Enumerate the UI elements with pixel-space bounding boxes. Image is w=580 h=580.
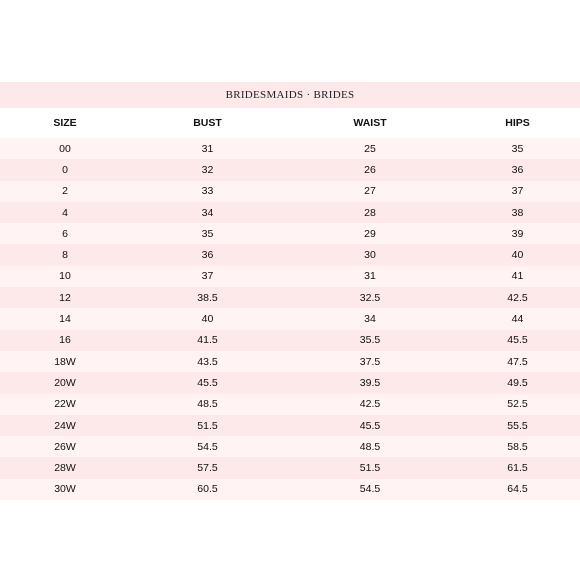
cell-waist: 51.5 bbox=[359, 462, 381, 475]
table-row bbox=[0, 308, 580, 329]
cell-hips: 37 bbox=[511, 185, 524, 198]
cell-size: 20W bbox=[54, 376, 76, 389]
header-size: SIZE bbox=[53, 117, 77, 129]
cell-size: 24W bbox=[54, 419, 76, 432]
cell-hips: 38 bbox=[511, 206, 524, 219]
cell-hips: 40 bbox=[511, 249, 524, 262]
cell-hips: 45.5 bbox=[507, 334, 528, 347]
header-waist: WAIST bbox=[353, 117, 387, 129]
cell-size: 6 bbox=[62, 227, 68, 240]
cell-size: 18W bbox=[54, 355, 76, 368]
header-hips: HIPS bbox=[505, 117, 530, 129]
cell-waist: 45.5 bbox=[359, 419, 381, 432]
cell-bust: 33 bbox=[201, 185, 214, 198]
table-row bbox=[0, 138, 580, 159]
cell-hips: 64.5 bbox=[507, 483, 528, 496]
cell-waist: 54.5 bbox=[359, 483, 381, 496]
table-row bbox=[0, 202, 580, 223]
cell-waist: 25 bbox=[364, 142, 376, 155]
cell-bust: 43.5 bbox=[197, 355, 218, 368]
cell-hips: 39 bbox=[511, 227, 524, 240]
cell-size: 26W bbox=[54, 440, 76, 453]
cell-waist: 48.5 bbox=[359, 440, 381, 453]
cell-size: 28W bbox=[54, 462, 76, 475]
cell-hips: 61.5 bbox=[507, 462, 528, 475]
cell-size: 0 bbox=[62, 163, 68, 176]
cell-hips: 55.5 bbox=[507, 419, 528, 432]
cell-hips: 47.5 bbox=[507, 355, 528, 368]
cell-size: 16 bbox=[59, 334, 71, 347]
table-header-row bbox=[0, 108, 580, 138]
table-row bbox=[0, 287, 580, 308]
cell-hips: 44 bbox=[511, 313, 524, 326]
table-row bbox=[0, 479, 580, 500]
table-row bbox=[0, 415, 580, 436]
cell-hips: 58.5 bbox=[507, 440, 528, 453]
cell-bust: 32 bbox=[201, 163, 214, 176]
table-row bbox=[0, 159, 580, 180]
cell-waist: 27 bbox=[364, 185, 376, 198]
cell-waist: 34 bbox=[364, 313, 376, 326]
table-row bbox=[0, 330, 580, 351]
cell-waist: 37.5 bbox=[359, 355, 381, 368]
cell-size: 30W bbox=[54, 483, 76, 496]
table-row bbox=[0, 181, 580, 202]
cell-bust: 37 bbox=[201, 270, 214, 283]
cell-hips: 49.5 bbox=[507, 376, 528, 389]
cell-bust: 51.5 bbox=[197, 419, 218, 432]
cell-hips: 35 bbox=[511, 142, 524, 155]
cell-hips: 36 bbox=[511, 163, 524, 176]
cell-bust: 41.5 bbox=[197, 334, 218, 347]
header-bust: BUST bbox=[193, 117, 222, 129]
cell-waist: 28 bbox=[364, 206, 376, 219]
table-row bbox=[0, 394, 580, 415]
cell-bust: 36 bbox=[201, 249, 214, 262]
size-chart-title: BRIDESMAIDS · BRIDES bbox=[0, 82, 580, 108]
table-body bbox=[0, 138, 580, 500]
cell-size: 22W bbox=[54, 398, 76, 411]
cell-bust: 48.5 bbox=[197, 398, 218, 411]
table-row bbox=[0, 266, 580, 287]
table-row bbox=[0, 457, 580, 478]
cell-hips: 41 bbox=[511, 270, 524, 283]
cell-size: 4 bbox=[62, 206, 68, 219]
cell-waist: 32.5 bbox=[359, 291, 381, 304]
cell-bust: 31 bbox=[201, 142, 214, 155]
table-row bbox=[0, 223, 580, 244]
cell-bust: 34 bbox=[201, 206, 214, 219]
cell-hips: 52.5 bbox=[507, 398, 528, 411]
cell-size: 14 bbox=[59, 313, 71, 326]
cell-bust: 38.5 bbox=[197, 291, 218, 304]
cell-waist: 39.5 bbox=[359, 376, 381, 389]
table-row bbox=[0, 351, 580, 372]
cell-waist: 30 bbox=[364, 249, 376, 262]
cell-bust: 54.5 bbox=[197, 440, 218, 453]
cell-bust: 45.5 bbox=[197, 376, 218, 389]
cell-size: 00 bbox=[59, 142, 71, 155]
table-row bbox=[0, 372, 580, 393]
cell-bust: 60.5 bbox=[197, 483, 218, 496]
cell-size: 8 bbox=[62, 249, 68, 262]
cell-bust: 40 bbox=[201, 313, 214, 326]
cell-waist: 42.5 bbox=[359, 398, 381, 411]
cell-size: 10 bbox=[59, 270, 71, 283]
cell-size: 2 bbox=[62, 185, 68, 198]
table-row bbox=[0, 244, 580, 265]
cell-waist: 29 bbox=[364, 227, 376, 240]
cell-bust: 35 bbox=[201, 227, 214, 240]
cell-bust: 57.5 bbox=[197, 462, 218, 475]
cell-size: 12 bbox=[59, 291, 71, 304]
size-chart bbox=[0, 82, 580, 500]
cell-waist: 26 bbox=[364, 163, 376, 176]
cell-waist: 31 bbox=[364, 270, 376, 283]
cell-hips: 42.5 bbox=[507, 291, 528, 304]
table-row bbox=[0, 436, 580, 457]
cell-waist: 35.5 bbox=[359, 334, 381, 347]
